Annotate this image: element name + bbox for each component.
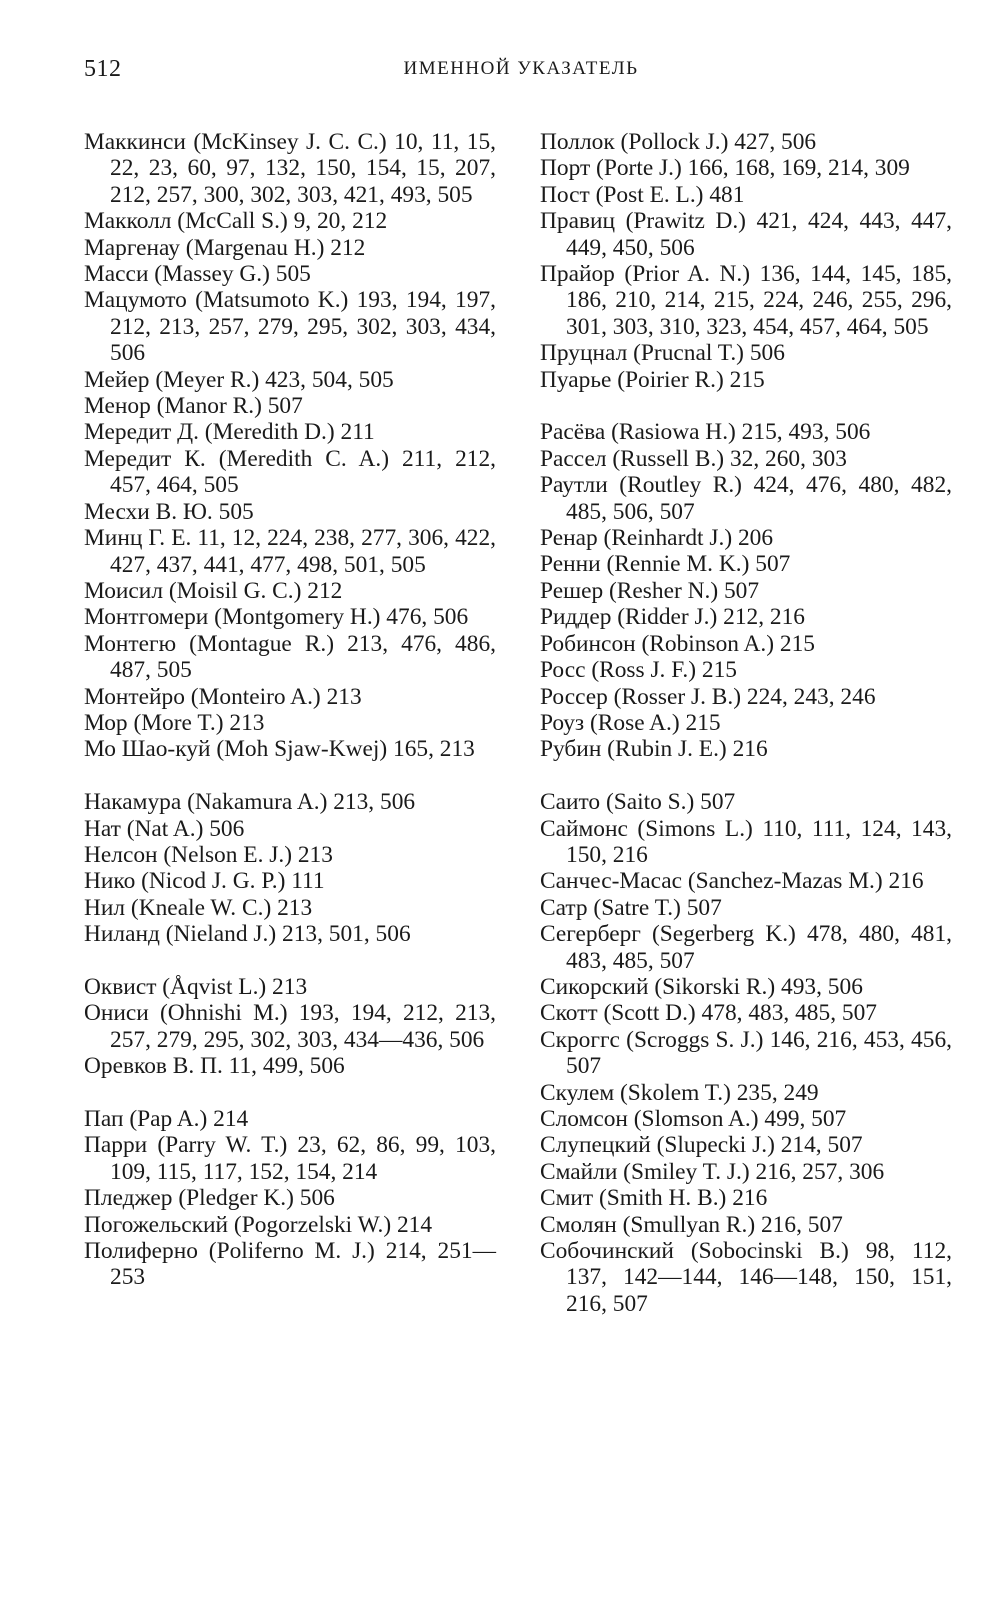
index-column-right [540, 129, 952, 1317]
index-entry: Пуарье (Poirier R.) 215 [540, 366, 765, 393]
index-entry: Ниланд (Nieland J.) 213, 501, 506 [84, 921, 411, 948]
index-entry: Пост (Post E. L.) 481 [540, 181, 745, 208]
index-entry: Смолян (Smullyan R.) 216, 507 [540, 1211, 843, 1238]
index-entry: Масси (Massey G.) 505 [84, 261, 311, 288]
index-entry: Сломсон (Slomson A.) 499, 507 [540, 1106, 847, 1132]
letter-group-gap [84, 948, 496, 974]
letter-group-gap [84, 763, 496, 789]
index-entry: Сатр (Satre T.) 507 [540, 894, 722, 921]
index-entry: Пледжер (Pledger K.) 506 [84, 1185, 335, 1212]
index-entry: Пап (Pap A.) 214 [84, 1105, 249, 1132]
index-entry: Нат (Nat A.) 506 [84, 815, 245, 842]
index-entry: Ренни (Rennie M. K.) 507 [540, 551, 791, 578]
index-entry: Полиферно (Poliferno M. J.) 214, 251—253 [84, 1238, 496, 1291]
index-entry: Мередит К. (Meredith C. A.) 211, 212, 457, 464, 505 [84, 445, 496, 499]
running-title: ИМЕННОЙ УКАЗАТЕЛЬ [403, 58, 639, 79]
page-header [84, 56, 958, 90]
index-entry: Мейер (Meyer R.) 423, 504, 505 [84, 366, 394, 393]
index-entry: Собочинский (Sobocinski B.) 98, 112, 137, 142—144, 146—148, 150, 151, 216, 507 [540, 1238, 952, 1317]
index-entry: Маргенау (Margenau H.) 212 [84, 234, 366, 261]
index-entry: Монтегю (Montague R.) 213, 476, 486, 487, 505 [84, 630, 496, 684]
index-entry: Месхи В. Ю. 505 [84, 498, 254, 525]
index-entry: Решер (Resher N.) 507 [540, 577, 760, 604]
index-entry: Монтейро (Monteiro A.) 213 [84, 683, 362, 710]
index-entry: Рубин (Rubin J. E.) 216 [540, 736, 768, 763]
index-entry: Минц Г. Е. 11, 12, 224, 238, 277, 306, 422, 427, 437, 441, 477, 498, 501, 505 [84, 525, 496, 578]
index-entry: Оквист (Åqvist L.) 213 [84, 973, 308, 1000]
index-entry: Накамура (Nakamura A.) 213, 506 [84, 789, 416, 816]
index-entry: Мо Шао-куй (Moh Sjaw-Kwej) 165, 213 [84, 736, 475, 763]
index-entry: Нил (Kneale W. C.) 213 [84, 894, 313, 921]
index-entry: Монтгомери (Montgomery H.) 476, 506 [84, 604, 469, 631]
index-entry: Скулем (Skolem T.) 235, 249 [540, 1079, 819, 1106]
index-entry: Сегерберг (Segerberg K.) 478, 480, 481, 483, 485, 507 [540, 921, 952, 974]
index-entry: Саймонс (Simons L.) 110, 111, 124, 143, 150, 216 [540, 815, 952, 868]
index-entry: Сикорский (Sikorski R.) 493, 506 [540, 973, 863, 1000]
index-entry: Маккинси (McKinsey J. C. C.) 10, 11, 15, 22, 23, 60, 97, 132, 150, 154, 15, 207, 212, 257, 300, 302, 303, 421, 493, 505 [84, 129, 496, 208]
index-entry: Росс (Ross J. F.) 215 [540, 657, 737, 684]
index-entry: Ониси (Ohnishi M.) 193, 194, 212, 213, 257, 279, 295, 302, 303, 434—436, 506 [84, 1000, 496, 1053]
index-entry: Порт (Porte J.) 166, 168, 169, 214, 309 [540, 155, 910, 182]
page-number: 512 [84, 56, 122, 82]
index-entry: Расёва (Rasiowa H.) 215, 493, 506 [540, 419, 871, 446]
index-entry: Роуз (Rose A.) 215 [540, 709, 721, 736]
index-entry: Ренар (Reinhardt J.) 206 [540, 525, 774, 552]
index-entry: Рассел (Russell B.) 32, 260, 303 [540, 445, 847, 472]
index-entry: Нелсон (Nelson E. J.) 213 [84, 841, 333, 868]
index-entry: Скотт (Scott D.) 478, 483, 485, 507 [540, 1000, 877, 1027]
index-entry: Риддер (Ridder J.) 212, 216 [540, 604, 806, 631]
letter-group-gap [540, 763, 952, 789]
index-entry: Мередит Д. (Meredith D.) 211 [84, 419, 375, 446]
index-entry: Россер (Rosser J. B.) 224, 243, 246 [540, 683, 876, 710]
index-entry: Поллок (Pollock J.) 427, 506 [540, 129, 817, 155]
index-entry: Моисил (Moisil G. C.) 212 [84, 577, 343, 604]
letter-group-gap [540, 393, 952, 419]
letter-group-gap [84, 1080, 496, 1106]
index-column-left [84, 129, 496, 1291]
index-entry: Саито (Saito S.) 507 [540, 789, 736, 816]
index-entry: Смайли (Smiley T. J.) 216, 257, 306 [540, 1158, 885, 1185]
index-entry: Нико (Nicod J. G. P.) 111 [84, 868, 325, 895]
index-entry: Скроггс (Scroggs S. J.) 146, 216, 453, 456, 507 [540, 1026, 952, 1080]
index-entry: Мацумото (Matsumoto K.) 193, 194, 197, 212, 213, 257, 279, 295, 302, 303, 434, 506 [84, 287, 496, 367]
index-entry: Мор (More T.) 213 [84, 709, 265, 736]
index-entry: Погожельский (Pogorzelski W.) 214 [84, 1211, 433, 1238]
index-entry: Оревков В. П. 11, 499, 506 [84, 1053, 345, 1080]
index-entry: Правиц (Prawitz D.) 421, 424, 443, 447, 449, 450, 506 [540, 208, 952, 261]
index-entry: Макколл (McCall S.) 9, 20, 212 [84, 208, 388, 235]
index-entry: Раутли (Routley R.) 424, 476, 480, 482, 485, 506, 507 [540, 472, 952, 525]
index-entry: Прайор (Prior A. N.) 136, 144, 145, 185, 186, 210, 214, 215, 224, 246, 255, 296, 301, 303, 310, 323, 454, 457, 464, 505 [540, 261, 952, 340]
index-entry: Менор (Manor R.) 507 [84, 393, 303, 420]
index-entry: Пруцнал (Prucnal T.) 506 [540, 340, 785, 367]
index-entry: Робинсон (Robinson A.) 215 [540, 630, 815, 657]
index-entry: Парри (Parry W. T.) 23, 62, 86, 99, 103, 109, 115, 117, 152, 154, 214 [84, 1132, 496, 1185]
index-entry: Санчес-Масас (Sanchez-Mazas M.) 216 [540, 868, 924, 895]
index-entry: Слупецкий (Slupecki J.) 214, 507 [540, 1132, 863, 1159]
index-entry: Смит (Smith H. B.) 216 [540, 1185, 768, 1212]
